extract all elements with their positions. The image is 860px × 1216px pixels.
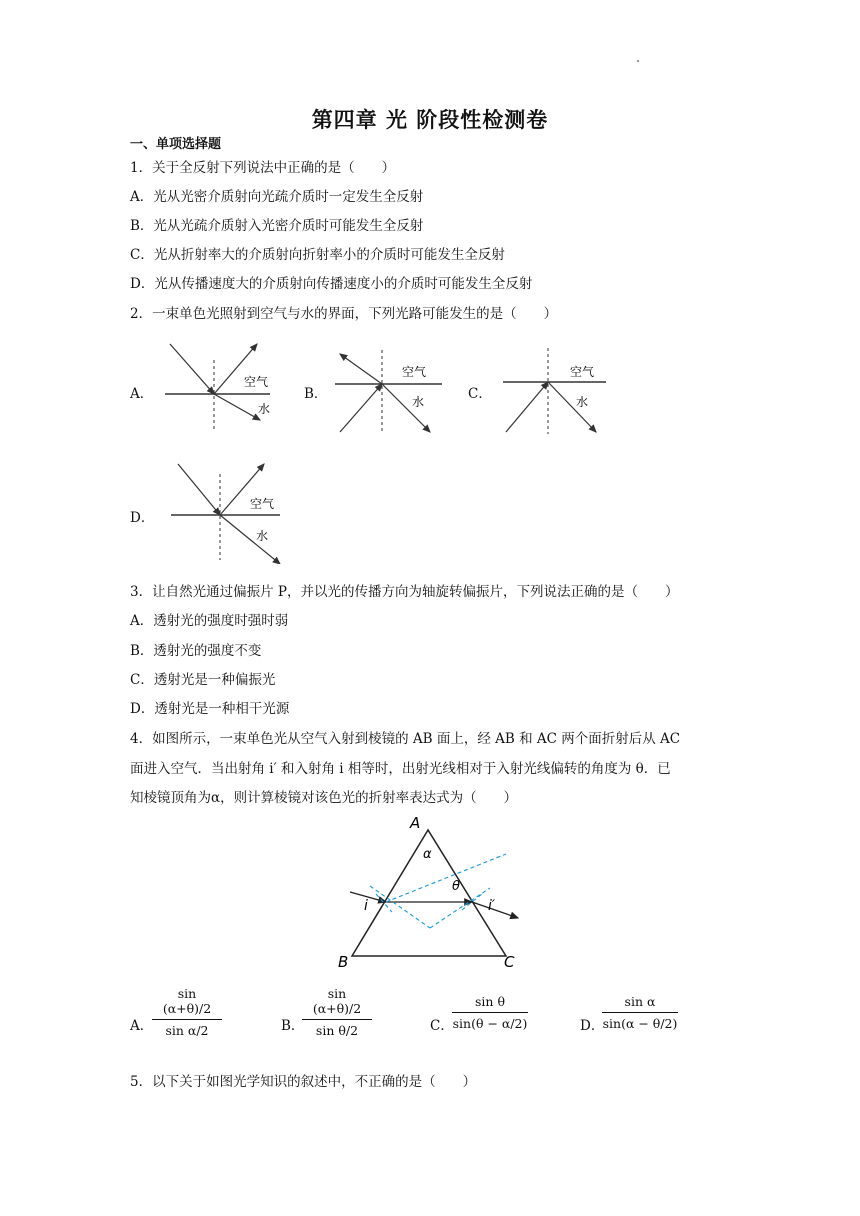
q5-stem: 5．以下关于如图光学知识的叙述中，不正确的是（ ）	[130, 1074, 477, 1090]
q2c-air-label: 空气	[570, 365, 595, 379]
theta-label: θ	[452, 879, 460, 894]
q2d-water-label: 水	[256, 529, 269, 543]
q4a-denominator: sin α/2	[165, 1023, 209, 1038]
q2d-air-label: 空气	[250, 497, 275, 511]
q4-stem-line1: 4．如图所示，一束单色光从空气入射到棱镜的 AB 面上，经 AB 和 AC 两个面折射后从 AC	[130, 731, 681, 747]
q2-label-b[interactable]: B．	[304, 386, 328, 402]
q4c-denominator: sin(θ − α/2)	[452, 1016, 528, 1031]
q2-diagram-d	[168, 460, 288, 564]
q3-option-b[interactable]: B．透射光的强度不变	[130, 643, 262, 659]
vertex-a: A	[410, 814, 421, 832]
q1-option-a[interactable]: A．光从光密介质射向光疏介质时一定发生全反射	[130, 189, 424, 205]
q2b-water-label: 水	[412, 395, 425, 409]
q2-diagram-c	[500, 346, 608, 436]
q2-label-d[interactable]: D．	[130, 510, 155, 526]
q4-stem-line2: 面进入空气．当出射角 i′ 和入射角 i 相等时，出射光线相对于入射光线偏转的角度为 θ．已	[130, 761, 671, 777]
q2-stem: 2．一束单色光照射到空气与水的界面，下列光路可能发生的是（ ）	[130, 306, 558, 322]
q1-option-b[interactable]: B．光从光疏介质射入光密介质时可能发生全反射	[130, 218, 424, 234]
i-label: i	[364, 898, 368, 914]
q4-option-d-formula[interactable]	[602, 994, 678, 1031]
q1-option-d[interactable]: D．光从传播速度大的介质射向传播速度小的介质时可能发生全反射	[130, 276, 533, 292]
alpha-label: α	[423, 847, 432, 862]
q4d-numerator: sin α	[624, 994, 656, 1009]
q2-diagram-b	[332, 346, 442, 436]
q4-option-b-formula[interactable]	[302, 986, 372, 1038]
q4-stem-line3: 知棱镜顶角为α，则计算棱镜对该色光的折射率表达式为（ ）	[130, 790, 518, 806]
vertex-b: B	[338, 953, 349, 971]
q4-label-c[interactable]: C．	[430, 1018, 454, 1034]
q3-option-c[interactable]: C．透射光是一种偏振光	[130, 672, 276, 688]
vertex-c: C	[504, 953, 515, 971]
q4b-numerator: sin (α+θ)/2	[312, 986, 362, 1016]
q2-label-a[interactable]: A．	[130, 386, 154, 402]
q1-option-c[interactable]: C．光从折射率大的介质射向折射率小的介质时可能发生全反射	[130, 247, 505, 263]
q4d-denominator: sin(α − θ/2)	[602, 1016, 678, 1031]
q2a-air-label: 空气	[244, 375, 269, 389]
q3-option-a[interactable]: A．透射光的强度时强时弱	[130, 613, 289, 629]
q1-stem: 1．关于全反射下列说法中正确的是（ ）	[130, 160, 396, 176]
q4a-numerator: sin (α+θ)/2	[162, 986, 212, 1016]
q4b-denominator: sin θ/2	[315, 1023, 359, 1038]
q4-label-d[interactable]: D．	[580, 1018, 605, 1034]
q3-stem: 3．让自然光通过偏振片 P，并以光的传播方向为轴旋转偏振片，下列说法正确的是（ ）	[130, 584, 679, 600]
q2-label-c[interactable]: C．	[468, 386, 492, 402]
q4c-numerator: sin θ	[475, 994, 505, 1009]
prism-diagram	[330, 812, 530, 974]
page-mark	[637, 60, 639, 62]
q4-label-a[interactable]: A．	[130, 1018, 154, 1034]
section-heading: 一、单项选择题	[130, 137, 222, 152]
i-prime-label: i′	[488, 898, 496, 914]
q4-option-a-formula[interactable]	[152, 986, 222, 1038]
q2b-air-label: 空气	[402, 365, 427, 379]
q3-option-d[interactable]: D．透射光是一种相干光源	[130, 701, 290, 717]
page-title: 第四章 光 阶段性检测卷	[311, 108, 549, 132]
q2c-water-label: 水	[576, 395, 589, 409]
q2-diagram-a	[160, 338, 290, 436]
q4-label-b[interactable]: B．	[281, 1018, 305, 1034]
q4-option-c-formula[interactable]	[452, 994, 528, 1031]
q2a-water-label: 水	[258, 402, 271, 416]
